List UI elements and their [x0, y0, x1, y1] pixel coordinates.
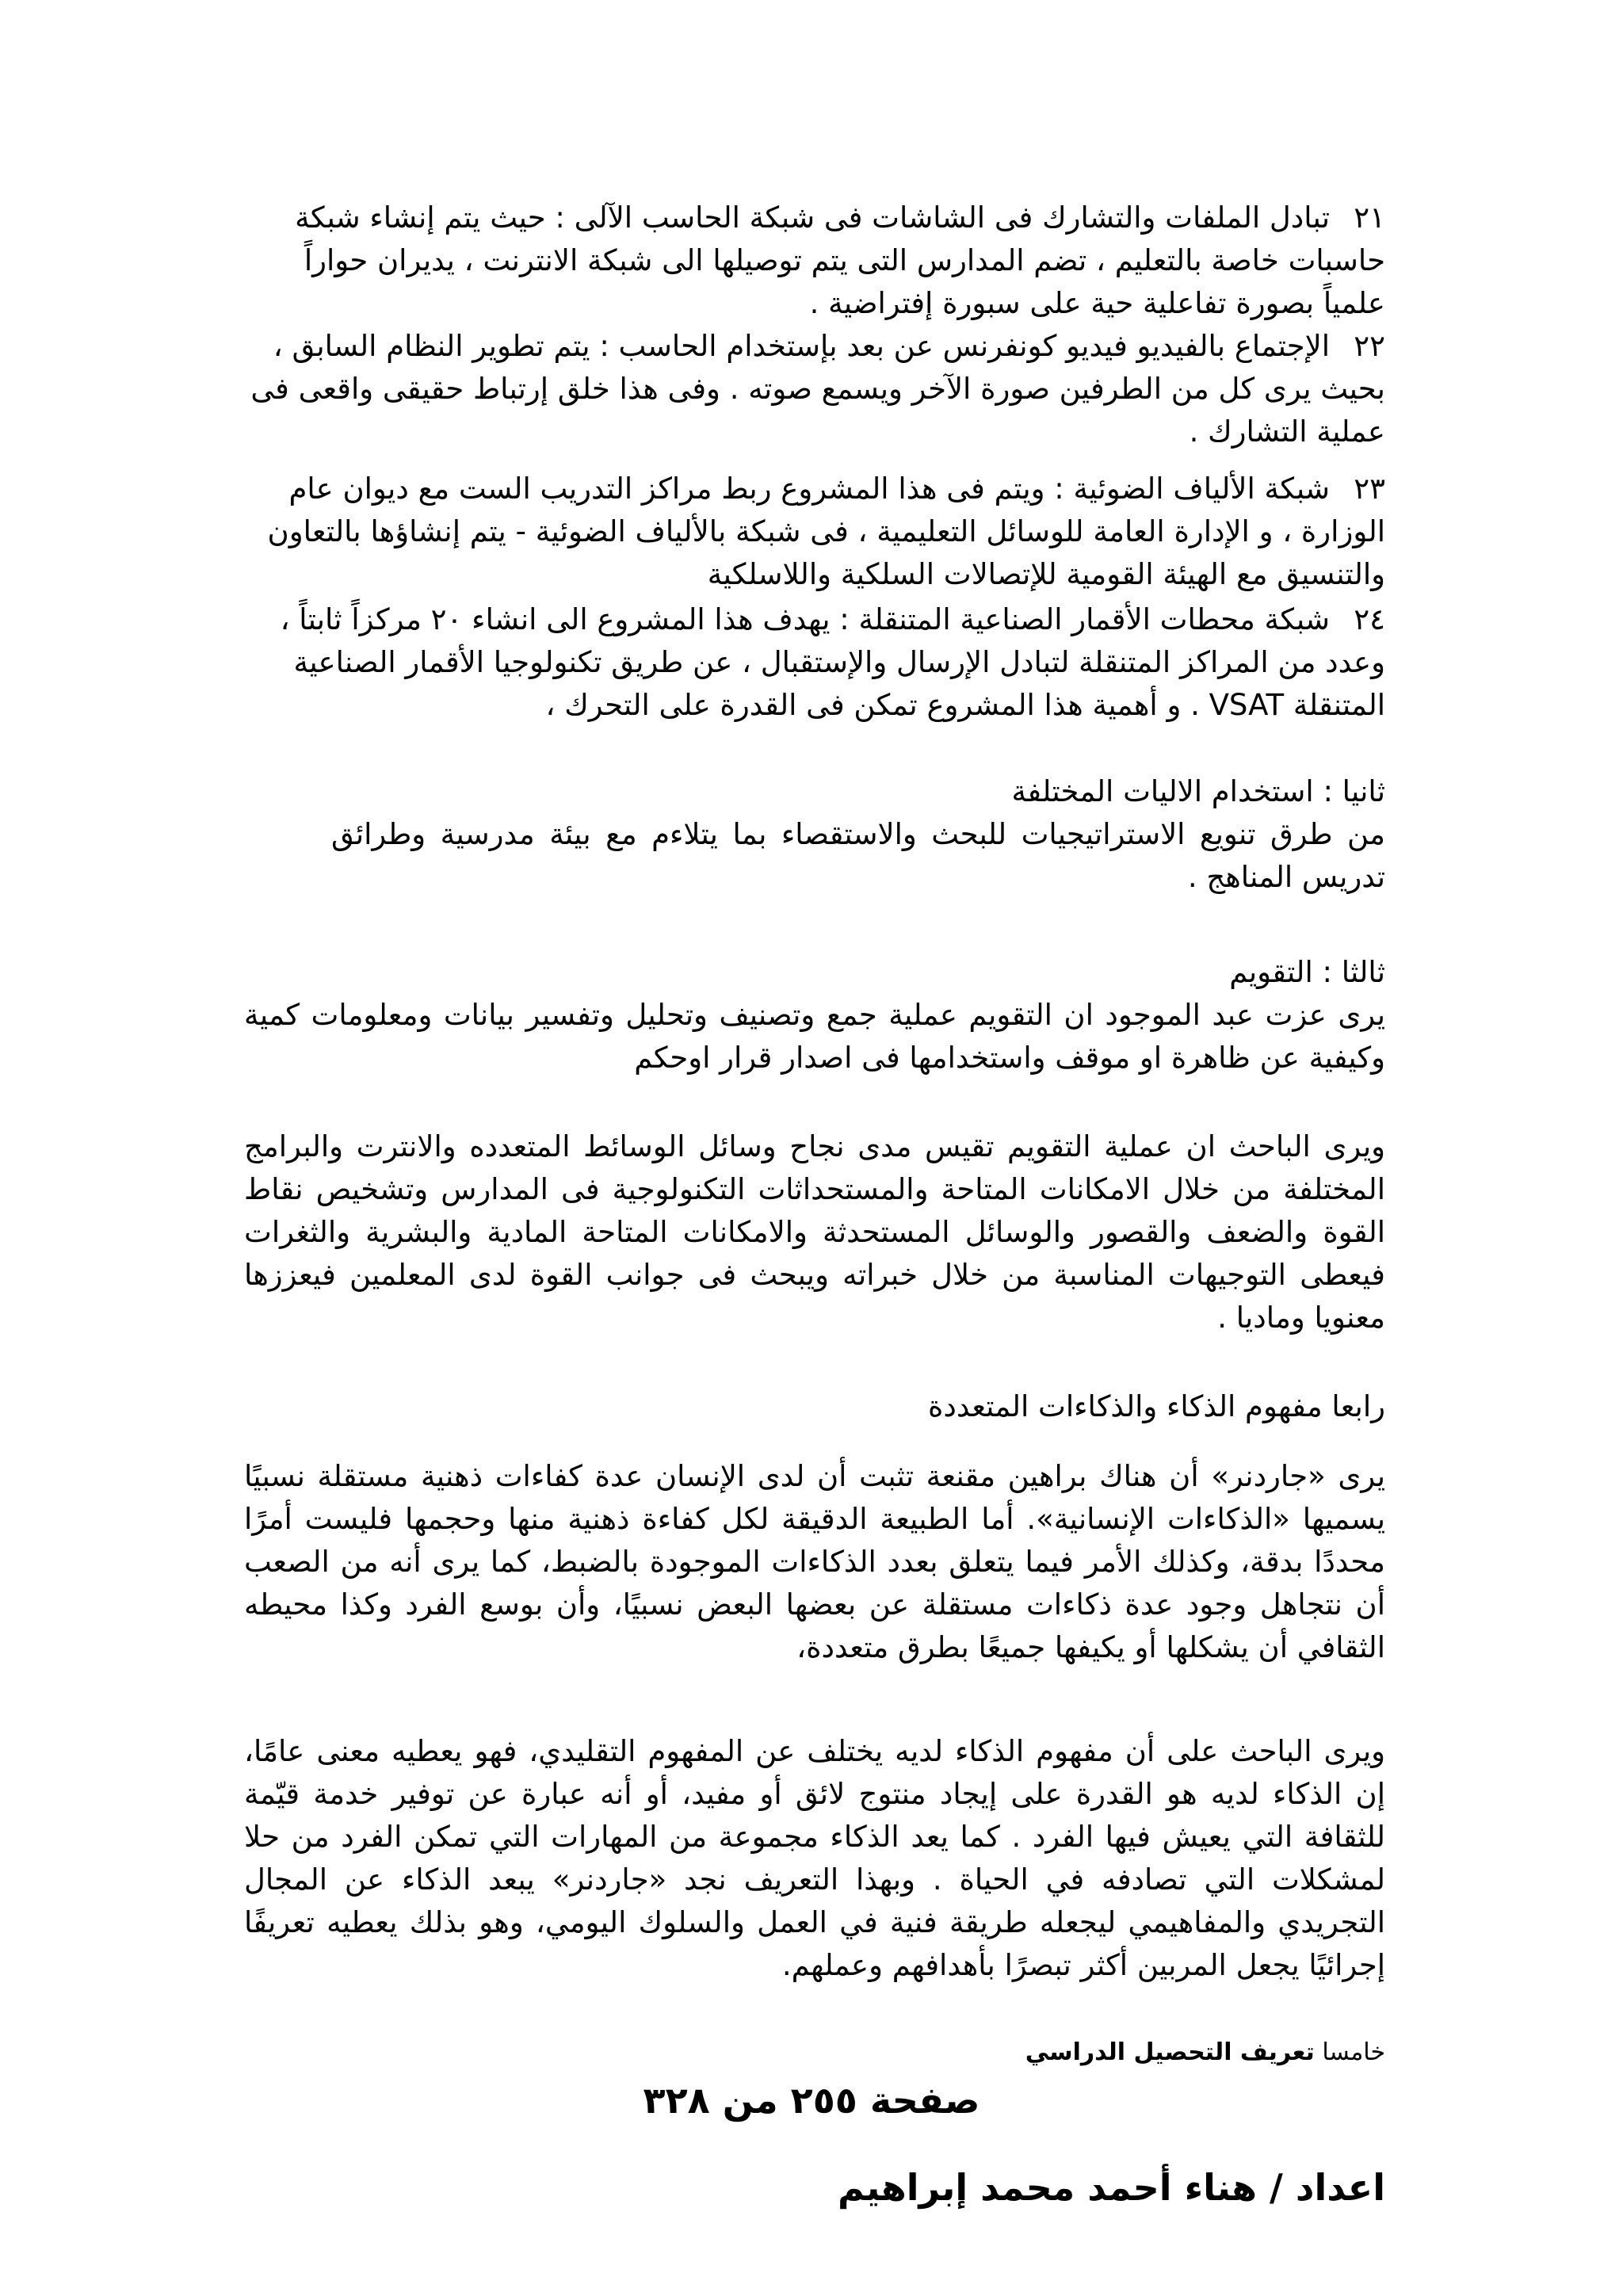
- section-body-3b: ويرى الباحث ان عملية التقويم تقيس مدى نجاح وسائل الوسائط المتعدده والانترت والبرامج المختلفة من خلال الامكانات المتاحة والمستحداثات التكنولوجية فى المدارس وتشخيص نقاط القوة والضعف والقصور والوسائل المستحدثة والامكانات المتاحة المادية والبشرية والثغرات فيعطى التوجيهات المناسبة من خلال خبراته ويبحث فى جوانب القوة لدى المعلمين فيعززها معنويا وماديا .: [244, 1129, 1385, 1335]
- section-body-4: يرى «جاردنر» أن هناك براهين مقنعة تثبت أن لدى الإنسان عدة كفاءات ذهنية مستقلة نسبيًا يسميها «الذكاءات الإنسانية». أما الطبيعة الدقيقة لكل كفاءة ذهنية منها وحجمها فليست أمرًا محددًا بدقة، وكذلك الأمر فيما يتعلق بعدد الذكاءات الموجودة بالضبط، كما يرى أنه من الصعب أن نتجاهل وجود عدة ذكاءات مستقلة عن بعضها البعض نسبيًا، وأن بوسع الفرد وكذا محيطه الثقافي أن يشكلها أو يكيفها جميعًا بطرق متعددة،: [244, 1459, 1385, 1664]
- section-heading-3: ثالثا : التقويم: [1229, 955, 1385, 989]
- section-heading-5: [244, 2035, 1385, 2070]
- section-heading-2: ثانيا : استخدام الاليات المختلفة: [1011, 774, 1385, 808]
- item-number: ٢٢: [1354, 329, 1385, 363]
- section5-title: تعريف التحصيل الدراسي: [1025, 2038, 1315, 2066]
- section-body-4b: ويرى الباحث على أن مفهوم الذكاء لديه يختلف عن المفهوم التقليدي، فهو يعطيه معنى عامًا، إن الذكاء لديه هو القدرة على إيجاد منتوج لائق أو مفيد، أو أنه عبارة عن توفير خدمة قيّمة للثقافة التي يعيش فيها الفرد . كما يعد الذكاء مجموعة من المهارات التي تمكن الفرد من حلا لمشكلات التي تصادفه في الحياة . وبهذا التعريف نجد «جاردنر» يبعد الذكاء عن المجال التجريدي والمفاهيمي ليجعله طريقة فنية في العمل والسلوك اليومي، وهو بذلك يعطيه تعريفًا إجرائيًا يجعل المربين أكثر تبصرًا بأهدافهم وعملهم.: [244, 1734, 1385, 1982]
- section-body-3: يرى عزت عبد الموجود ان التقويم عملية جمع وتصنيف وتحليل وتفسير بيانات ومعلومات كمية وكيفية عن ظاهرة او موقف واستخدامها فى اصدار قرار اوحكم: [244, 998, 1385, 1075]
- list-item-24: [244, 598, 1385, 727]
- list-item-22: [244, 325, 1385, 453]
- section-body-2: من طرق تنويع الاستراتيجيات للبحث والاستقصاء بما يتلاءم مع بيئة مدرسية وطرائق تدريس المناهج .: [331, 817, 1385, 894]
- item-text: شبكة محطات الأقمار الصناعية المتنقلة : يهدف هذا المشروع الى انشاء ٢٠ مركزاً ثابتاً ، وعدد من المراكز المتنقلة لتبادل الإرسال والإستقبال ، عن طريق تكنولوجيا الأقمار الصناعية المتنقلة VSAT . و أهمية هذا المشروع تمكن فى القدرة على التحرك ،: [280, 602, 1385, 722]
- section5-prefix: خامسا: [1322, 2038, 1385, 2066]
- item-text: الإجتماع بالفيديو فيديو كونفرنس عن بعد بإستخدام الحاسب : يتم تطوير النظام السابق ، بحيث يرى كل من الطرفين صورة الآخر ويسمع صوته . وفى هذا خلق إرتباط حقيقى واقعى فى عملية التشارك .: [250, 329, 1385, 449]
- section-heading-4: رابعا مفهوم الذكاء والذكاءات المتعددة: [928, 1389, 1385, 1423]
- page-number: صفحة ٢٥٥ من ٣٢٨: [643, 2079, 980, 2122]
- item-number: ٢١: [1354, 201, 1385, 235]
- item-text: شبكة الألياف الضوئية : ويتم فى هذا المشروع ربط مراكز التدريب الست مع ديوان عام الوزارة ، و الإدارة العامة للوسائل التعليمية ، فى شبكة بالألياف الضوئية - يتم إنشاؤها بالتعاون والتنسيق مع الهيئة القومية للإتصالات السلكية واللاسلكية: [267, 472, 1385, 591]
- item-number: ٢٣: [1354, 472, 1385, 506]
- list-item-23: [244, 468, 1385, 596]
- item-number: ٢٤: [1354, 602, 1385, 636]
- list-item-21: [244, 197, 1385, 325]
- item-text: تبادل الملفات والتشارك فى الشاشات فى شبكة الحاسب الآلى : حيث يتم إنشاء شبكة حاسبات خاصة بالتعليم ، تضم المدارس التى يتم توصيلها الى شبكة الانترنت ، يديران حواراً علمياً بصورة تفاعلية حية على سبورة إفتراضية .: [295, 201, 1385, 320]
- author-line: اعداد / هناء أحمد محمد إبراهيم: [837, 2166, 1385, 2209]
